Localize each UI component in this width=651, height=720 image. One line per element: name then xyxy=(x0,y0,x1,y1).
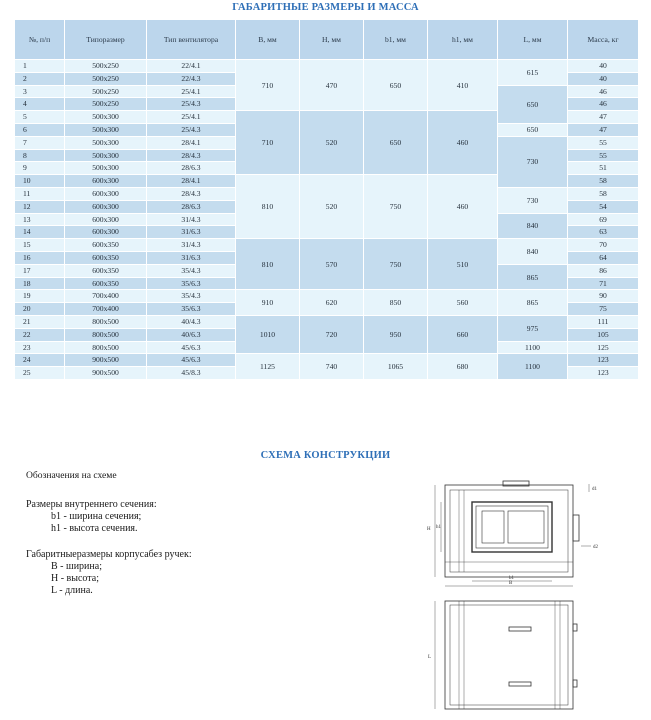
cell-size: 800x500 xyxy=(65,315,147,328)
cell-b1: 850 xyxy=(364,290,428,316)
cell-mass: 40 xyxy=(568,72,639,85)
cell-l: 975 xyxy=(498,315,568,341)
col-header-b1: b1, мм xyxy=(364,20,428,60)
cell-l: 730 xyxy=(498,136,568,187)
cell-number: 5 xyxy=(15,111,65,124)
col-header-fan-type: Тип вентилятора xyxy=(147,20,236,60)
cell-mass: 125 xyxy=(568,341,639,354)
cell-number: 4 xyxy=(15,98,65,111)
cell-h1: 510 xyxy=(428,239,498,290)
cell-mass: 46 xyxy=(568,98,639,111)
cell-size: 500x300 xyxy=(65,162,147,175)
cell-size: 600x300 xyxy=(65,187,147,200)
cell-fan-type: 22/4.1 xyxy=(147,60,236,73)
col-header-h: H, мм xyxy=(300,20,364,60)
cell-number: 7 xyxy=(15,136,65,149)
cell-l: 730 xyxy=(498,187,568,213)
cell-fan-type: 35/6.3 xyxy=(147,303,236,316)
cell-fan-type: 25/4.3 xyxy=(147,123,236,136)
cell-b: 810 xyxy=(236,175,300,239)
cell-number: 19 xyxy=(15,290,65,303)
cell-h1: 660 xyxy=(428,315,498,353)
cell-b1: 650 xyxy=(364,111,428,175)
cell-size: 500x300 xyxy=(65,149,147,162)
cell-b1: 950 xyxy=(364,315,428,353)
cell-h: 520 xyxy=(300,111,364,175)
cell-fan-type: 22/4.3 xyxy=(147,72,236,85)
cell-fan-type: 31/6.3 xyxy=(147,251,236,264)
cell-size: 600x300 xyxy=(65,175,147,188)
cell-number: 9 xyxy=(15,162,65,175)
col-header-size: Типоразмер xyxy=(65,20,147,60)
cell-fan-type: 28/4.1 xyxy=(147,175,236,188)
cell-l: 840 xyxy=(498,213,568,239)
cell-h1: 680 xyxy=(428,354,498,380)
col-header-number: №, п/п xyxy=(15,20,65,60)
cell-size: 500x300 xyxy=(65,123,147,136)
col-header-b: B, мм xyxy=(236,20,300,60)
dimensions-table xyxy=(14,19,639,380)
cell-number: 25 xyxy=(15,367,65,380)
dim-label-side: d2 xyxy=(593,545,598,550)
cell-mass: 51 xyxy=(568,162,639,175)
cell-b: 810 xyxy=(236,239,300,290)
col-header-h1: h1, мм xyxy=(428,20,498,60)
cell-size: 800x500 xyxy=(65,328,147,341)
cell-fan-type: 28/4.3 xyxy=(147,149,236,162)
cell-l: 865 xyxy=(498,264,568,290)
cell-size: 500x300 xyxy=(65,136,147,149)
cell-b: 1125 xyxy=(236,354,300,380)
legend-outer-item: H - высота; xyxy=(51,573,100,584)
cell-fan-type: 28/6.3 xyxy=(147,200,236,213)
cell-number: 17 xyxy=(15,264,65,277)
cell-size: 600x300 xyxy=(65,226,147,239)
cell-size: 600x350 xyxy=(65,277,147,290)
col-header-mass: Масса, кг xyxy=(568,20,639,60)
cell-number: 21 xyxy=(15,315,65,328)
cell-mass: 46 xyxy=(568,85,639,98)
cell-l: 1100 xyxy=(498,341,568,354)
legend-inner-item: h1 - высота сечения. xyxy=(51,523,138,534)
cell-number: 11 xyxy=(15,187,65,200)
legend-outer-item: L - длина. xyxy=(51,585,93,596)
cell-fan-type: 35/4.3 xyxy=(147,264,236,277)
cell-fan-type: 25/4.3 xyxy=(147,98,236,111)
cell-mass: 58 xyxy=(568,175,639,188)
cell-number: 15 xyxy=(15,239,65,252)
cell-size: 600x300 xyxy=(65,200,147,213)
table-row xyxy=(15,239,639,252)
cell-fan-type: 40/4.3 xyxy=(147,315,236,328)
cell-mass: 123 xyxy=(568,367,639,380)
cell-size: 700x400 xyxy=(65,290,147,303)
cell-size: 900x500 xyxy=(65,367,147,380)
cell-l: 840 xyxy=(498,239,568,265)
cell-b: 1010 xyxy=(236,315,300,353)
cell-number: 22 xyxy=(15,328,65,341)
cell-number: 14 xyxy=(15,226,65,239)
cell-l: 650 xyxy=(498,85,568,123)
cell-fan-type: 31/6.3 xyxy=(147,226,236,239)
dim-label-l: L xyxy=(428,655,432,660)
cell-mass: 55 xyxy=(568,136,639,149)
cell-number: 6 xyxy=(15,123,65,136)
page-title: ГАБАРИТНЫЕ РАЗМЕРЫ И МАССА xyxy=(232,2,419,13)
cell-fan-type: 28/4.3 xyxy=(147,187,236,200)
cell-size: 700x400 xyxy=(65,303,147,316)
dim-label-h: H xyxy=(427,527,431,532)
cell-size: 600x350 xyxy=(65,264,147,277)
cell-b: 710 xyxy=(236,60,300,111)
cell-size: 900x500 xyxy=(65,354,147,367)
cell-size: 800x500 xyxy=(65,341,147,354)
cell-b: 710 xyxy=(236,111,300,175)
legend-inner-heading: Размеры внутреннего сечения: xyxy=(26,499,157,510)
cell-size: 600x300 xyxy=(65,213,147,226)
cell-b1: 750 xyxy=(364,239,428,290)
dim-label-b1: b1 xyxy=(509,576,514,581)
cell-fan-type: 31/4.3 xyxy=(147,213,236,226)
dim-label-small: d1 xyxy=(592,487,597,492)
cell-fan-type: 45/8.3 xyxy=(147,367,236,380)
cell-h: 470 xyxy=(300,60,364,111)
cell-mass: 90 xyxy=(568,290,639,303)
cell-mass: 123 xyxy=(568,354,639,367)
cell-mass: 71 xyxy=(568,277,639,290)
cell-h: 520 xyxy=(300,175,364,239)
cell-size: 500x250 xyxy=(65,60,147,73)
col-header-l: L, мм xyxy=(498,20,568,60)
cell-h: 740 xyxy=(300,354,364,380)
cell-mass: 75 xyxy=(568,303,639,316)
table-row xyxy=(15,60,639,73)
cell-l: 615 xyxy=(498,60,568,86)
cell-mass: 105 xyxy=(568,328,639,341)
cell-mass: 111 xyxy=(568,315,639,328)
cell-h: 570 xyxy=(300,239,364,290)
cell-size: 600x350 xyxy=(65,239,147,252)
cell-size: 500x300 xyxy=(65,111,147,124)
cell-fan-type: 40/6.3 xyxy=(147,328,236,341)
table-row xyxy=(15,290,639,303)
cell-mass: 86 xyxy=(568,264,639,277)
cell-size: 500x250 xyxy=(65,72,147,85)
cell-number: 10 xyxy=(15,175,65,188)
construction-drawing xyxy=(415,468,610,716)
cell-h1: 460 xyxy=(428,111,498,175)
cell-number: 18 xyxy=(15,277,65,290)
cell-number: 2 xyxy=(15,72,65,85)
cell-fan-type: 35/6.3 xyxy=(147,277,236,290)
cell-mass: 47 xyxy=(568,123,639,136)
cell-h: 620 xyxy=(300,290,364,316)
cell-mass: 69 xyxy=(568,213,639,226)
legend-inner-item: b1 - ширина сечения; xyxy=(51,511,142,522)
cell-size: 600x350 xyxy=(65,251,147,264)
cell-l: 865 xyxy=(498,290,568,316)
cell-number: 23 xyxy=(15,341,65,354)
cell-h1: 460 xyxy=(428,175,498,239)
cell-b1: 1065 xyxy=(364,354,428,380)
section-title-scheme: СХЕМА КОНСТРУКЦИИ xyxy=(260,450,391,461)
legend-outer-item: B - ширина; xyxy=(51,561,102,572)
cell-number: 24 xyxy=(15,354,65,367)
dim-label-b: B xyxy=(509,581,513,586)
cell-number: 1 xyxy=(15,60,65,73)
cell-mass: 63 xyxy=(568,226,639,239)
cell-number: 12 xyxy=(15,200,65,213)
legend-heading: Обозначения на схеме xyxy=(26,470,117,481)
cell-mass: 64 xyxy=(568,251,639,264)
table-row xyxy=(15,354,639,367)
cell-number: 20 xyxy=(15,303,65,316)
cell-fan-type: 25/4.1 xyxy=(147,85,236,98)
cell-l: 650 xyxy=(498,123,568,136)
cell-l: 1100 xyxy=(498,354,568,380)
legend-outer-heading: Габаритныеразмеры корпусабез ручек: xyxy=(26,549,192,560)
cell-number: 16 xyxy=(15,251,65,264)
cell-mass: 55 xyxy=(568,149,639,162)
cell-size: 500x250 xyxy=(65,98,147,111)
cell-mass: 70 xyxy=(568,239,639,252)
cell-number: 13 xyxy=(15,213,65,226)
cell-size: 500x250 xyxy=(65,85,147,98)
cell-number: 8 xyxy=(15,149,65,162)
cell-fan-type: 45/6.3 xyxy=(147,341,236,354)
cell-number: 3 xyxy=(15,85,65,98)
cell-fan-type: 45/6.3 xyxy=(147,354,236,367)
cell-h1: 560 xyxy=(428,290,498,316)
table-row xyxy=(15,315,639,328)
cell-b1: 650 xyxy=(364,60,428,111)
cell-mass: 54 xyxy=(568,200,639,213)
cell-mass: 47 xyxy=(568,111,639,124)
cell-fan-type: 25/4.1 xyxy=(147,111,236,124)
plan-view xyxy=(435,601,577,709)
cell-b: 910 xyxy=(236,290,300,316)
cell-mass: 58 xyxy=(568,187,639,200)
front-view xyxy=(435,481,591,586)
cell-h: 720 xyxy=(300,315,364,353)
cell-fan-type: 28/4.1 xyxy=(147,136,236,149)
cell-fan-type: 35/4.3 xyxy=(147,290,236,303)
cell-mass: 40 xyxy=(568,60,639,73)
cell-fan-type: 28/6.3 xyxy=(147,162,236,175)
legend-block xyxy=(26,470,356,597)
cell-h1: 410 xyxy=(428,60,498,111)
cell-b1: 750 xyxy=(364,175,428,239)
dim-label-h1: h1 xyxy=(436,525,441,530)
cell-fan-type: 31/4.3 xyxy=(147,239,236,252)
table-header-row xyxy=(15,20,639,60)
